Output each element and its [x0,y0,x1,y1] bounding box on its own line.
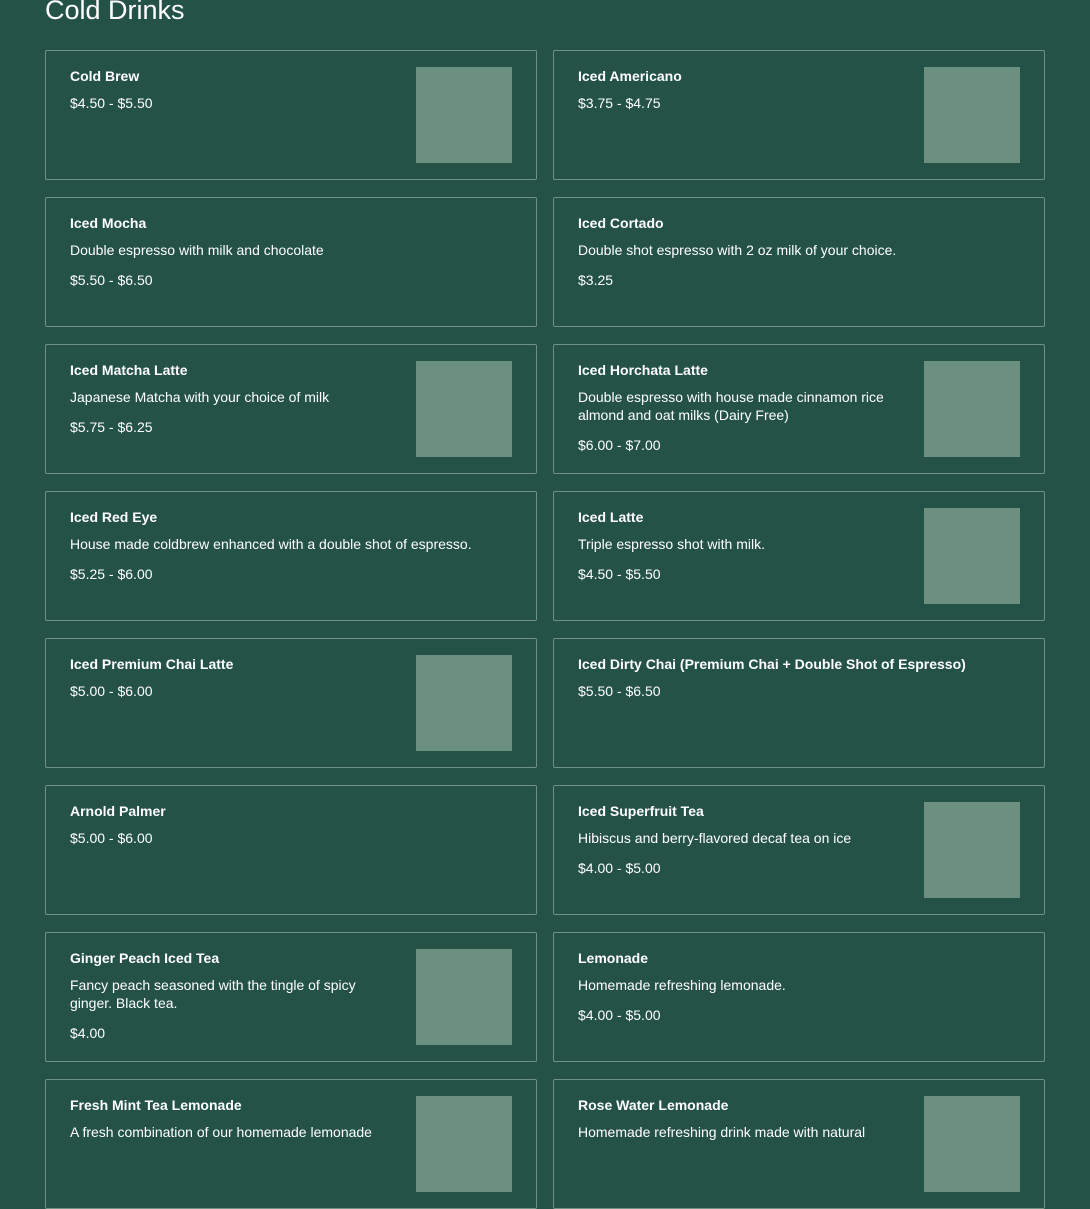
menu-item-name: Rose Water Lemonade [578,1097,729,1113]
menu-item-name: Iced Superfruit Tea [578,803,704,819]
menu-item-card[interactable] [553,932,1045,1062]
menu-item-image [416,1096,512,1192]
menu-item-card[interactable] [553,638,1045,768]
menu-item-card[interactable] [45,197,537,327]
menu-item-text [578,655,1018,700]
menu-item-price: $3.25 [578,272,614,288]
menu-item-price: $4.50 - $5.50 [70,95,153,111]
menu-item-description: Homemade refreshing lemonade. [578,977,786,993]
menu-item-description: Hibiscus and berry-flavored decaf tea on ice [578,830,852,846]
menu-item-name: Iced Dirty Chai (Premium Chai + Double Shot of Espresso) [578,656,966,672]
menu-item-name: Iced Horchata Latte [578,362,708,378]
menu-item-card[interactable] [45,491,537,621]
section-title: Cold Drinks [45,0,185,25]
menu-item-text [578,802,904,877]
menu-items-grid [45,50,1045,1209]
menu-item-price: $5.75 - $6.25 [70,419,153,435]
menu-item-description: A fresh combination of our homemade lemonade [70,1124,372,1140]
menu-item-text [578,214,1018,289]
menu-item-name: Iced Red Eye [70,509,158,525]
menu-item-price: $4.50 - $5.50 [578,566,661,582]
menu-item-price: $4.00 - $5.00 [578,860,661,876]
menu-item-card[interactable] [553,1079,1045,1209]
menu-item-name: Arnold Palmer [70,803,166,819]
menu-item-name: Iced Premium Chai Latte [70,656,234,672]
menu-item-image [924,361,1020,457]
menu-item-price: $5.50 - $6.50 [578,683,661,699]
menu-item-price: $6.00 - $7.00 [578,437,661,453]
menu-item-card[interactable] [45,1079,537,1209]
menu-item-image [924,67,1020,163]
menu-item-image [416,949,512,1045]
menu-item-card[interactable] [45,932,537,1062]
menu-item-text [70,67,396,112]
menu-item-description: Double shot espresso with 2 oz milk of your choice. [578,242,897,258]
menu-item-name: Ginger Peach Iced Tea [70,950,220,966]
menu-item-card[interactable] [45,50,537,180]
menu-item-image [416,361,512,457]
menu-item-text [578,508,904,583]
menu-item-text [70,949,396,1042]
menu-item-card[interactable] [553,785,1045,915]
menu-item-price: $5.50 - $6.50 [70,272,153,288]
menu-item-price: $5.00 - $6.00 [70,830,153,846]
menu-item-card[interactable] [553,491,1045,621]
menu-item-image [924,508,1020,604]
menu-item-name: Lemonade [578,950,649,966]
menu-item-name: Iced Cortado [578,215,664,231]
menu-item-description: Fancy peach seasoned with the tingle of spicy ginger. Black tea. [70,977,356,1011]
menu-item-description: Japanese Matcha with your choice of milk [70,389,330,405]
menu-item-name: Iced Matcha Latte [70,362,188,378]
menu-item-price: $3.75 - $4.75 [578,95,661,111]
menu-item-name: Iced Latte [578,509,644,525]
menu-item-card[interactable] [553,197,1045,327]
menu-item-description: House made coldbrew enhanced with a double shot of espresso. [70,536,472,552]
menu-item-description: Homemade refreshing drink made with natural [578,1124,866,1140]
menu-item-text [578,949,1018,1024]
menu-item-text [578,67,904,112]
menu-item-text [70,214,510,289]
menu-item-card[interactable] [45,344,537,474]
menu-item-price: $5.25 - $6.00 [70,566,153,582]
menu-item-description: Double espresso with house made cinnamon rice almond and oat milks (Dairy Free) [578,389,884,423]
menu-item-text [578,361,904,454]
menu-item-card[interactable] [45,785,537,915]
menu-item-image [924,802,1020,898]
menu-item-name: Iced Mocha [70,215,147,231]
menu-item-text [70,361,396,436]
menu-item-name: Iced Americano [578,68,682,84]
menu-item-card[interactable] [45,638,537,768]
menu-item-description: Triple espresso shot with milk. [578,536,765,552]
menu-item-price: $4.00 - $5.00 [578,1007,661,1023]
menu-item-image [416,67,512,163]
menu-item-price: $5.00 - $6.00 [70,683,153,699]
menu-item-image [416,655,512,751]
menu-item-image [924,1096,1020,1192]
menu-item-price: $4.00 [70,1025,106,1041]
menu-item-text [578,1096,904,1141]
menu-item-card[interactable] [553,50,1045,180]
menu-item-description: Double espresso with milk and chocolate [70,242,324,258]
menu-item-text [70,508,510,583]
menu-item-name: Cold Brew [70,68,140,84]
menu-item-name: Fresh Mint Tea Lemonade [70,1097,242,1113]
menu-item-text [70,655,396,700]
menu-item-card[interactable] [553,344,1045,474]
menu-item-text [70,802,510,847]
menu-item-text [70,1096,396,1141]
